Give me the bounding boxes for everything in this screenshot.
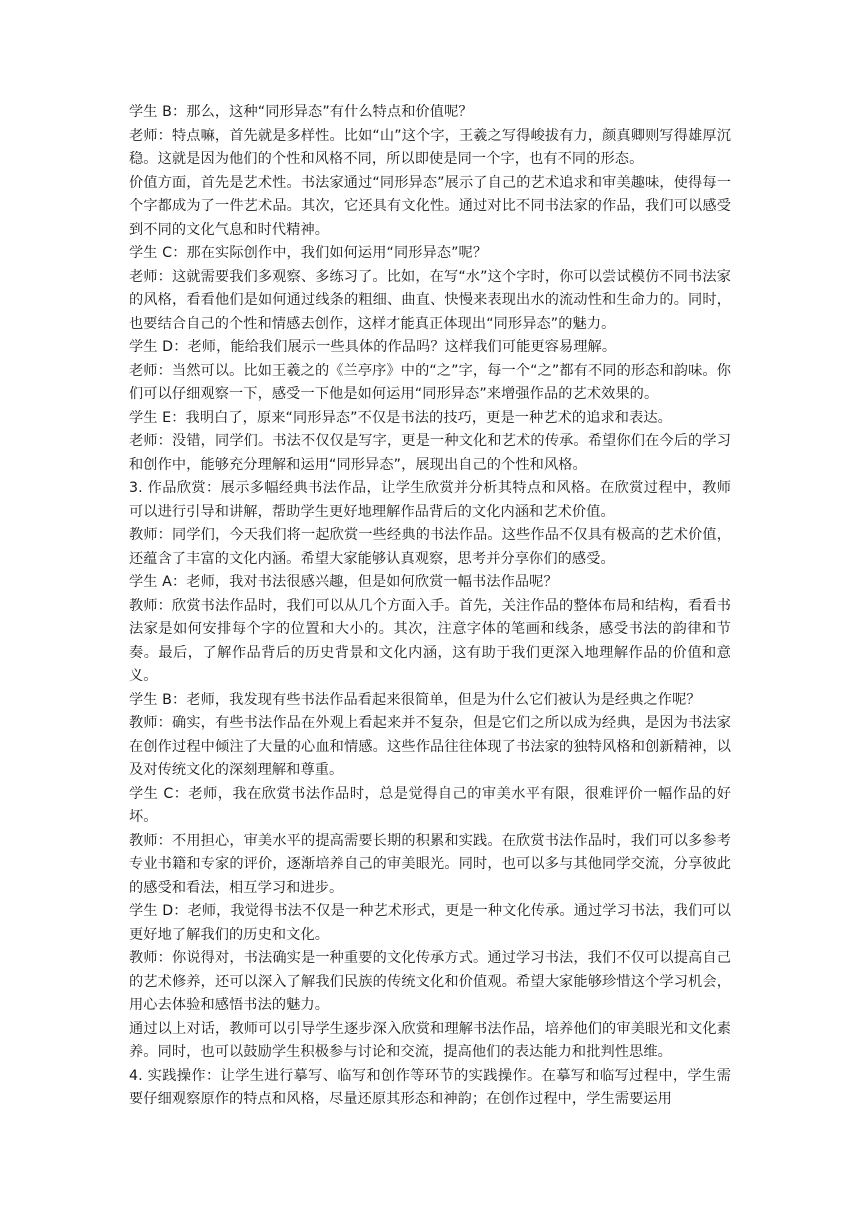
paragraph-conclusion: 通过以上对话，教师可以引导学生逐步深入欣赏和理解书法作品，培养他们的审美眼光和文化素养。同时，也可以鼓励学生积极参与讨论和交流，提高他们的表达能力和批判性思维。: [129, 1020, 731, 1060]
paragraph-student-b-classics: 学生 B：老师，我发现有些书法作品看起来很简单，但是为什么它们被认为是经典之作呢？: [129, 691, 701, 708]
paragraph-student-c-question: 学生 C：那在实际创作中，我们如何运用“同形异态”呢？: [129, 245, 488, 261]
paragraph-student-c-aesthetic: 学生 C：老师，我在欣赏书法作品时，总是觉得自己的审美水平有限，很难评价一幅作品的好坏。: [129, 785, 731, 825]
paragraph-teacher-aesthetic: 教师：不用担心，审美水平的提高需要长期的积累和实践。在欣赏书法作品时，我们可以多参考专业书籍和专家的评价，逐渐培养自己的审美眼光。同时，也可以多与其他同学交流，分享彼此的感受和看法，相互学习和进步。: [129, 832, 731, 896]
paragraph-teacher-classics: 教师：确实，有些书法作品在外观上看起来并不复杂，但是它们之所以成为经典，是因为书法家在创作过程中倾注了大量的心血和情感。这些作品往往体现了书法家的独特风格和创新精神，以及对传统文化的深刻理解和尊重。: [129, 715, 731, 778]
paragraph-teacher-practice: 老师：这就需要我们多观察、多练习了。比如，在写“水”这个字时，你可以尝试模仿不同书法家的风格，看看他们是如何通过线条的粗细、曲直、快慢来表现出水的流动性和生命力的。同时，也要结合自己的个性和情感去创作，这样才能真正体现出“同形异态”的魅力。: [129, 268, 731, 332]
paragraph-teacher-culture: 教师：你说得对，书法确实是一种重要的文化传承方式。通过学习书法，我们不仅可以提高自己的艺术修养，还可以深入了解我们民族的传统文化和价值观。希望大家能够珍惜这个学习机会，用心去体验和感悟书法的魅力。: [129, 950, 731, 1013]
paragraph-teacher-how-to: 教师：欣赏书法作品时，我们可以从几个方面入手。首先，关注作品的整体布局和结构，看看书法家是如何安排每个字的位置和大小的。其次，注意字体的笔画和线条，感受书法的韵律和节奏。最后，了解作品背后的历史背景和文化内涵，这有助于我们更深入地理解作品的价值和意义。: [129, 597, 731, 684]
paragraph-student-d-culture: 学生 D：老师，我觉得书法不仅是一种艺术形式，更是一种文化传承。通过学习书法，我们可以更好地了解我们的历史和文化。: [129, 903, 731, 943]
paragraph-student-e: 学生 E：我明白了，原来“同形异态”不仅是书法的技巧，更是一种艺术的追求和表达。: [129, 409, 672, 426]
document-body: [129, 101, 731, 1112]
paragraph-teacher-summary: 老师：没错，同学们。书法不仅仅是写字，更是一种文化和艺术的传承。希望你们在今后的学习和创作中，能够充分理解和运用“同形异态”，展现出自己的个性和风格。: [129, 433, 731, 473]
paragraph-value: 价值方面，首先是艺术性。书法家通过“同形异态”展示了自己的艺术追求和审美趣味，使得每一个字都成为了一件艺术品。其次，它还具有文化性。通过对比不同书法家的作品，我们可以感受到不同的文化气息和时代精神。: [129, 174, 731, 238]
paragraph-student-a: 学生 A：老师，我对书法很感兴趣，但是如何欣赏一幅书法作品呢？: [129, 574, 558, 590]
paragraph-section-3: 3. 作品欣赏：展示多幅经典书法作品，让学生欣赏并分析其特点和风格。在欣赏过程中，教师可以进行引导和讲解，帮助学生更好地理解作品背后的文化内涵和艺术价值。: [129, 480, 731, 520]
paragraph-teacher-diversity: 老师：特点嘛，首先就是多样性。比如“山”这个字，王羲之写得峻拔有力，颜真卿则写得雄厚沉稳。这就是因为他们的个性和风格不同，所以即使是同一个字，也有不同的形态。: [129, 127, 731, 167]
paragraph-student-b-question: 学生 B：那么，这种“同形异态”有什么特点和价值呢？: [129, 104, 473, 120]
paragraph-student-d-request: 学生 D：老师，能给我们展示一些具体的作品吗？这样我们可能更容易理解。: [129, 339, 617, 355]
paragraph-section-4: 4. 实践操作：让学生进行摹写、临写和创作等环节的实践操作。在摹写和临写过程中，学生需要仔细观察原作的特点和风格，尽量还原其形态和神韵；在创作过程中，学生需要运用: [129, 1067, 731, 1107]
paragraph-teacher-intro: 教师：同学们，今天我们将一起欣赏一些经典的书法作品。这些作品不仅具有极高的艺术价值，还蕴含了丰富的文化内涵。希望大家能够认真观察，思考并分享你们的感受。: [129, 527, 731, 567]
paragraph-teacher-lantingxu: 老师：当然可以。比如王羲之的《兰亭序》中的“之”字，每一个“之”都有不同的形态和韵味。你们可以仔细观察一下，感受一下他是如何运用“同形异态”来增强作品的艺术效果的。: [129, 362, 731, 402]
